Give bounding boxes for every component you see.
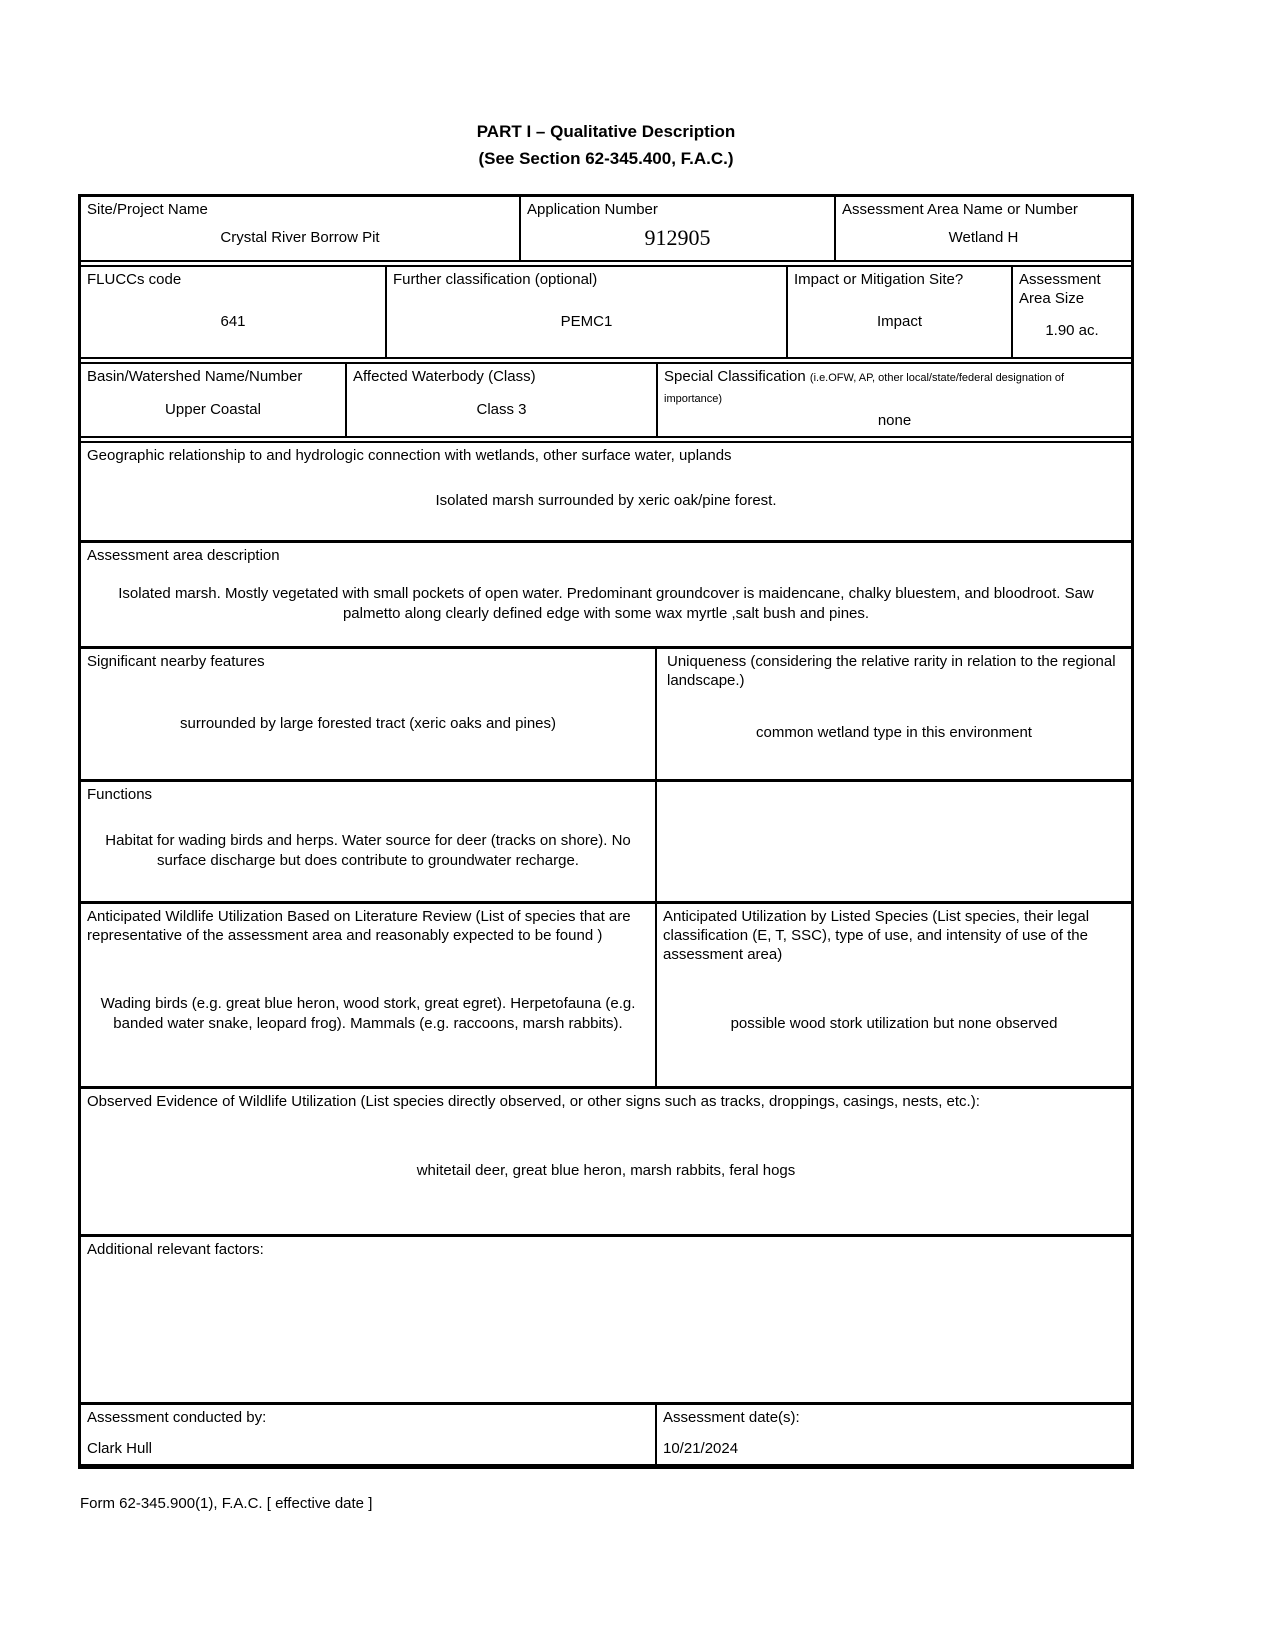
- additional-factors-cell: [81, 1237, 1131, 1402]
- section-divider: [81, 260, 1131, 267]
- fluccs-code-label: FLUCCs code: [87, 271, 182, 288]
- row-basin-waterbody-special: [81, 364, 1131, 436]
- affected-waterbody-label: Affected Waterbody (Class): [353, 368, 536, 385]
- nearby-uniqueness-section: [81, 649, 1131, 779]
- further-classification-label: Further classification (optional): [393, 271, 598, 288]
- assessment-conducted-by-value: Clark Hull: [87, 1440, 153, 1457]
- assessment-area-description-label: Assessment area description: [87, 547, 280, 564]
- impact-mitigation-cell: [788, 267, 1013, 357]
- impact-mitigation-label: Impact or Mitigation Site?: [794, 271, 964, 288]
- geographic-relationship-cell: [81, 443, 1131, 540]
- qualitative-description-table: [78, 194, 1134, 1469]
- site-project-name-label: Site/Project Name: [87, 201, 208, 218]
- assessment-area-description-section: [81, 543, 1131, 646]
- assessment-dates-label: Assessment date(s):: [663, 1409, 800, 1426]
- observed-evidence-section: [81, 1089, 1131, 1234]
- fluccs-code-value: 641: [220, 312, 246, 330]
- site-project-name-value: Crystal River Borrow Pit: [220, 229, 380, 246]
- form-title-line2: (See Section 62-345.400, F.A.C.): [478, 149, 734, 168]
- assessment-signoff-section: [81, 1405, 1131, 1464]
- assessment-conducted-by-label: Assessment conducted by:: [87, 1409, 267, 1426]
- impact-mitigation-value: Impact: [876, 312, 922, 330]
- assessment-area-description-value: Isolated marsh. Mostly vegetated with small pockets of open water. Predominant groundcover is maidencane, chalky bluestem, and bloodroot. Saw palmetto along clearly defined edge with some wax myrtle ,salt bush and pines.: [118, 585, 1094, 622]
- row-fluccs-classification: [81, 267, 1131, 357]
- basin-watershed-label: Basin/Watershed Name/Number: [87, 368, 303, 385]
- affected-waterbody-value: Class 3: [476, 400, 527, 418]
- assessment-area-name-cell: [836, 197, 1131, 260]
- application-number-label: Application Number: [527, 201, 658, 218]
- assessment-conducted-by-cell: [81, 1405, 657, 1464]
- affected-waterbody-cell: [347, 364, 658, 436]
- anticipated-listed-species-cell: [657, 904, 1131, 1086]
- special-classification-label: [664, 367, 1125, 409]
- section-divider: [81, 436, 1131, 443]
- uniqueness-cell: [657, 649, 1131, 779]
- form-title-line1: PART I – Qualitative Description: [476, 122, 736, 141]
- row-site-application-area: [81, 197, 1131, 260]
- observed-evidence-label: Observed Evidence of Wildlife Utilization (List species directly observed, or other signs such as tracks, droppings, casings, nests, etc.):: [87, 1093, 980, 1110]
- assessment-area-name-label: Assessment Area Name or Number: [842, 201, 1078, 218]
- application-number-cell: [521, 197, 836, 260]
- assessment-area-description-cell: [81, 543, 1131, 646]
- site-project-name-cell: [81, 197, 521, 260]
- anticipated-wildlife-cell: [81, 904, 657, 1086]
- uniqueness-value: common wetland type in this environment: [756, 724, 1032, 741]
- form-title: [78, 118, 1134, 172]
- special-classification-label-main: Special Classification: [664, 368, 810, 385]
- special-classification-value: none: [877, 412, 912, 429]
- functions-value: Habitat for wading birds and herps. Water source for deer (tracks on shore). No surface discharge but does contribute to groundwater recharge.: [105, 832, 631, 869]
- fluccs-code-cell: [81, 267, 387, 357]
- anticipated-wildlife-value: Wading birds (e.g. great blue heron, wood stork, great egret). Herpetofauna (e.g. banded water snake, leopard frog). Mammals (e.g. raccoons, marsh rabbits).: [100, 995, 636, 1032]
- application-number-value: 912905: [644, 225, 711, 250]
- assessment-dates-value: 10/21/2024: [663, 1440, 739, 1457]
- additional-factors-label: Additional relevant factors:: [87, 1241, 264, 1258]
- uniqueness-label: Uniqueness (considering the relative rarity in relation to the regional landscape.): [667, 653, 1116, 689]
- assessment-area-size-value: 1.90 ac.: [1045, 322, 1099, 339]
- assessment-area-name-value: Wetland H: [948, 229, 1019, 246]
- functions-right-empty-cell: [657, 782, 1131, 901]
- section-divider: [81, 357, 1131, 364]
- functions-cell: [81, 782, 657, 901]
- significant-nearby-features-label: Significant nearby features: [87, 653, 265, 670]
- special-classification-cell: [658, 364, 1131, 436]
- assessment-dates-cell: [657, 1405, 1131, 1464]
- geographic-relationship-value: Isolated marsh surrounded by xeric oak/pine forest.: [435, 492, 777, 509]
- basin-watershed-value: Upper Coastal: [165, 400, 261, 418]
- anticipated-utilization-section: [81, 904, 1131, 1086]
- form-footer-note: Form 62-345.900(1), F.A.C. [ effective date ]: [80, 1495, 373, 1512]
- special-classification-label-note: (i.e.OFW, AP, other local/state/federal designation of importance): [664, 372, 1065, 405]
- anticipated-listed-species-label: Anticipated Utilization by Listed Species (List species, their legal classification (E, T, SSC), type of use, and intensity of use of the assessment area): [663, 908, 1090, 963]
- basin-watershed-cell: [81, 364, 347, 436]
- further-classification-cell: [387, 267, 788, 357]
- functions-section: [81, 782, 1131, 901]
- anticipated-listed-species-value: possible wood stork utilization but none observed: [730, 1014, 1058, 1032]
- additional-factors-value: [87, 1259, 1125, 1399]
- assessment-area-size-cell: [1013, 267, 1131, 357]
- significant-nearby-features-cell: [81, 649, 657, 779]
- further-classification-value: PEMC1: [560, 312, 613, 330]
- additional-factors-section: [81, 1237, 1131, 1402]
- anticipated-wildlife-label: Anticipated Wildlife Utilization Based on Literature Review (List of species that are representative of the assessment area and reasonably expected to be found ): [87, 908, 631, 944]
- observed-evidence-cell: [81, 1089, 1131, 1234]
- assessment-area-size-label: Assessment Area Size: [1019, 271, 1101, 307]
- geographic-relationship-section: [81, 443, 1131, 540]
- functions-label: Functions: [87, 786, 153, 803]
- geographic-relationship-label: Geographic relationship to and hydrologic connection with wetlands, other surface water, uplands: [87, 447, 732, 464]
- observed-evidence-value: whitetail deer, great blue heron, marsh rabbits, feral hogs: [416, 1162, 796, 1179]
- significant-nearby-features-value: surrounded by large forested tract (xeric oaks and pines): [179, 714, 557, 732]
